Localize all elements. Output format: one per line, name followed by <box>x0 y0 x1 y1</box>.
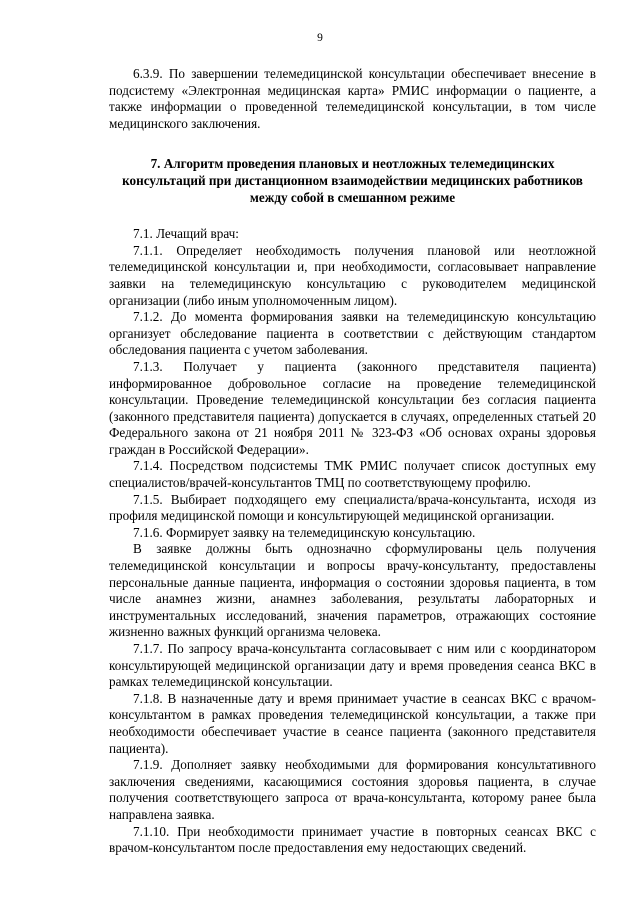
paragraph-6-3-9: 6.3.9. По завершении телемедицинской консультации обеспечивает внесение в подсистему «Электронная медицинская карта» РМИС информации о пациенте, а также информации о проведенной телемедицинской консультации, в том числе медицинского заключения. <box>109 66 596 131</box>
paragraph-application-requirements: В заявке должны быть однозначно сформулированы цель получения телемедицинской консультации и вопросы врачу-консультанту, предоставлены персональные данные пациента, информация о состоянии здоровья пациента, в том числе анамнез жизни, анамнез заболевания, результаты лабораторных и инструментальных исследований, значения параметров, отражающих состояние жизненно важных функций организма человека. <box>109 541 596 640</box>
paragraph-7-1-4: 7.1.4. Посредством подсистемы ТМК РМИС получает список доступных ему специалистов/врачей-консультантов ТМЦ по соответствующему профилю. <box>109 458 596 491</box>
paragraph-7-1-9: 7.1.9. Дополняет заявку необходимыми для формирования консультативного заключения сведениями, касающимися состояния здоровья пациента, в случае получения соответствующего запроса от врача-консультанта, которому ранее была направлена заявка. <box>109 757 596 822</box>
paragraph-7-1-8: 7.1.8. В назначенные дату и время принимает участие в сеансах ВКС с врачом-консультантом в рамках проведения телемедицинской консультации, а также при необходимости обеспечивает участие в сеансе пациента (законного представителя пациента). <box>109 690 596 756</box>
paragraph-7-1-7: 7.1.7. По запросу врача-консультанта согласовывает с ним или с координатором консультирующей медицинской организации дату и время проведения сеанса ВКС в рамках телемедицинской консультации. <box>109 641 596 690</box>
paragraph-7-1-5: 7.1.5. Выбирает подходящего ему специалиста/врача-консультанта, исходя из профиля медицинской помощи и консультирующей медицинской организации. <box>109 491 596 524</box>
paragraph-7-1-2: 7.1.2. До момента формирования заявки на телемедицинскую консультацию организует обследование пациента в соответствии с действующим стандартом обследования пациента с учетом заболевания. <box>109 309 596 358</box>
paragraph-7-1-1: 7.1.1. Определяет необходимость получения плановой или неотложной телемедицинской консультации и, при необходимости, согласовывает направление заявки на телемедицинскую консультацию с руководителем медицинской организации (либо иным уполномоченным лицом). <box>109 242 596 308</box>
paragraph-7-1: 7.1. Лечащий врач: <box>133 226 239 242</box>
paragraph-7-1-6: 7.1.6. Формирует заявку на телемедицинскую консультацию. <box>133 524 476 540</box>
page-number: 9 <box>317 32 323 44</box>
document-body <box>109 66 596 857</box>
section-7-title: 7. Алгоритм проведения плановых и неотложных телемедицинских консультаций при дистанционном взаимодействии медицинских работников между собой в смешанном режиме <box>122 156 583 205</box>
paragraph-7-1-10: 7.1.10. При необходимости принимает участие в повторных сеансах ВКС с врачом-консультантом после предоставления ему недостающих сведений. <box>109 823 596 856</box>
paragraph-7-1-3: 7.1.3. Получает у пациента (законного представителя пациента) информированное добровольное согласие на проведение телемедицинской консультации. Проведение телемедицинской консультации без согласия пациента (законного представителя пациента) допускается в случаях, определенных статьей 20 Федерального закона от 21 ноября 2011 № 323-ФЗ «Об основах охраны здоровья граждан в Российской Федерации». <box>109 358 596 457</box>
